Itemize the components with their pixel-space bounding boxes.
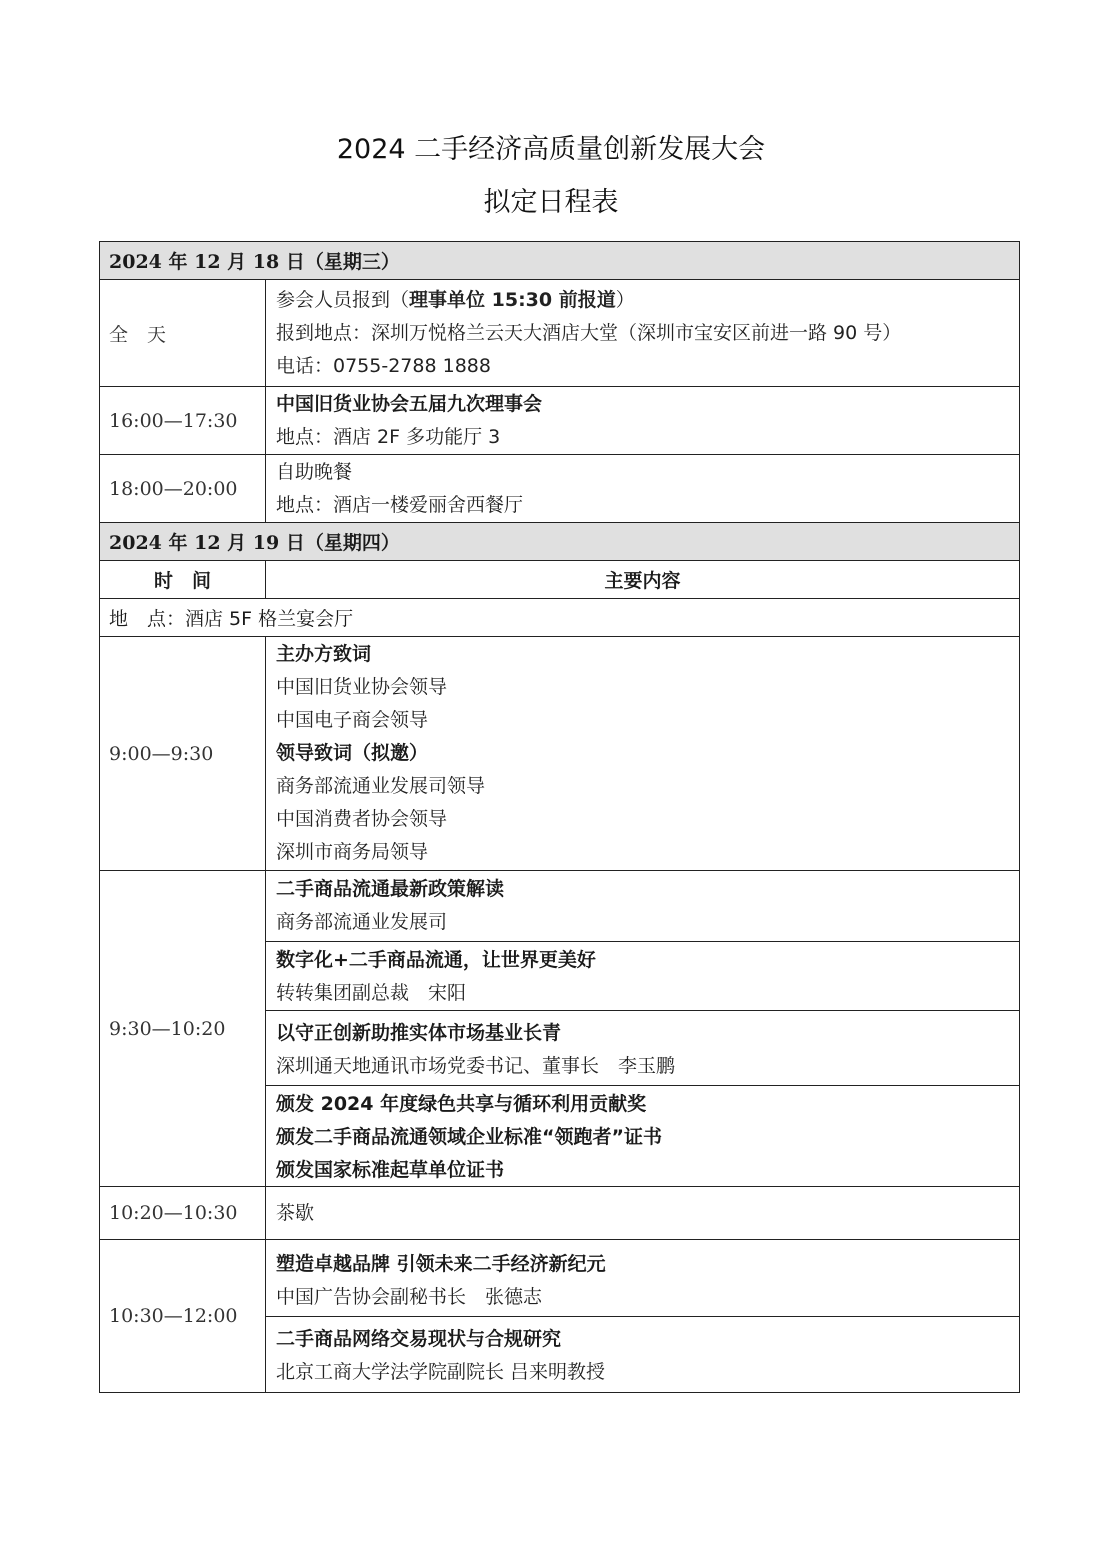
content-cell bbox=[266, 871, 1020, 1187]
registration-line bbox=[276, 284, 1010, 317]
session-title: 中国旧货业协会五届九次理事会 bbox=[276, 392, 543, 415]
schedule-table bbox=[99, 241, 1020, 1393]
time-cell: 10:20—10:30 bbox=[100, 1187, 266, 1240]
content-cell bbox=[266, 280, 1020, 387]
session-location: 地点：酒店 2F 多功能厅 3 bbox=[276, 425, 501, 448]
day2-header-row bbox=[100, 523, 1020, 561]
registration-phone: 电话：0755-2788 1888 bbox=[276, 354, 491, 377]
time-cell: 18:00—20:00 bbox=[100, 455, 266, 523]
day1-date: 2024 年 12 月 18 日（星期三） bbox=[100, 242, 1020, 280]
award-item: 颁发国家标准起草单位证书 bbox=[276, 1159, 505, 1181]
agenda-item: 中国电子商会领导 bbox=[276, 709, 429, 731]
session-title: 数字化+二手商品流通，让世界更美好 bbox=[276, 949, 596, 971]
table-row bbox=[100, 1240, 1020, 1393]
session-speaker: 深圳通天地通讯市场党委书记、董事长 李玉鹏 bbox=[276, 1055, 676, 1077]
session-title: 自助晚餐 bbox=[276, 460, 353, 483]
session-block bbox=[266, 1317, 1019, 1392]
table-row bbox=[100, 455, 1020, 523]
session-speaker: 商务部流通业发展司 bbox=[276, 911, 448, 933]
table-row bbox=[100, 871, 1020, 1187]
time-cell: 9:30—10:20 bbox=[100, 871, 266, 1187]
day1-header-row bbox=[100, 242, 1020, 280]
registration-location: 报到地点：深圳万悦格兰云天大酒店大堂（深圳市宝安区前进一路 90 号） bbox=[276, 321, 902, 344]
content-cell bbox=[266, 387, 1020, 455]
agenda-item: 领导致词（拟邀） bbox=[276, 742, 429, 764]
agenda-item: 商务部流通业发展司领导 bbox=[276, 775, 486, 797]
document-subtitle: 拟定日程表 bbox=[483, 187, 619, 218]
time-cell: 全 天 bbox=[100, 280, 266, 387]
table-row bbox=[100, 637, 1020, 871]
venue-row bbox=[100, 599, 1020, 637]
table-row bbox=[100, 1187, 1020, 1240]
session-block bbox=[266, 1240, 1019, 1317]
session-title: 塑造卓越品牌 引领未来二手经济新纪元 bbox=[276, 1253, 606, 1275]
content-cell bbox=[266, 455, 1020, 523]
document-title: 2024 二手经济高质量创新发展大会 bbox=[336, 134, 766, 165]
session-title: 二手商品流通最新政策解读 bbox=[276, 878, 505, 900]
session-location: 地点：酒店一楼爱丽舍西餐厅 bbox=[276, 493, 524, 516]
time-cell: 16:00—17:30 bbox=[100, 387, 266, 455]
awards-block bbox=[266, 1086, 1019, 1186]
session-title: 二手商品网络交易现状与合规研究 bbox=[276, 1328, 562, 1350]
agenda-item: 中国消费者协会领导 bbox=[276, 808, 448, 830]
session-block bbox=[266, 871, 1019, 942]
award-item: 颁发 2024 年度绿色共享与循环利用贡献奖 bbox=[276, 1093, 647, 1115]
registration-text: 参会人员报到（ bbox=[276, 288, 410, 311]
registration-close: ） bbox=[615, 288, 635, 311]
award-item: 颁发二手商品流通领域企业标准“领跑者”证书 bbox=[276, 1126, 662, 1148]
break-item: 茶歇 bbox=[276, 1201, 315, 1224]
session-title: 以守正创新助推实体市场基业长青 bbox=[276, 1022, 562, 1044]
table-row bbox=[100, 387, 1020, 455]
session-speaker: 中国广告协会副秘书长 张德志 bbox=[276, 1286, 543, 1308]
column-header-content: 主要内容 bbox=[266, 561, 1020, 599]
time-cell: 10:30—12:00 bbox=[100, 1240, 266, 1393]
registration-note: 理事单位 15:30 前报道 bbox=[409, 288, 616, 311]
session-block bbox=[266, 942, 1019, 1011]
agenda-item: 中国旧货业协会领导 bbox=[276, 676, 448, 698]
content-cell bbox=[266, 1240, 1020, 1393]
agenda-item: 深圳市商务局领导 bbox=[276, 841, 429, 863]
content-cell bbox=[266, 1187, 1020, 1240]
column-header-time: 时 间 bbox=[100, 561, 266, 599]
content-cell bbox=[266, 637, 1020, 871]
table-row bbox=[100, 280, 1020, 387]
agenda-item: 主办方致词 bbox=[276, 643, 372, 665]
column-header-row bbox=[100, 561, 1020, 599]
time-cell: 9:00—9:30 bbox=[100, 637, 266, 871]
session-speaker: 转转集团副总裁 宋阳 bbox=[276, 982, 467, 1004]
session-block bbox=[266, 1011, 1019, 1086]
day2-date: 2024 年 12 月 19 日（星期四） bbox=[100, 523, 1020, 561]
session-speaker: 北京工商大学法学院副院长 吕来明教授 bbox=[276, 1361, 606, 1383]
venue-location: 地 点：酒店 5F 格兰宴会厅 bbox=[100, 599, 1020, 637]
